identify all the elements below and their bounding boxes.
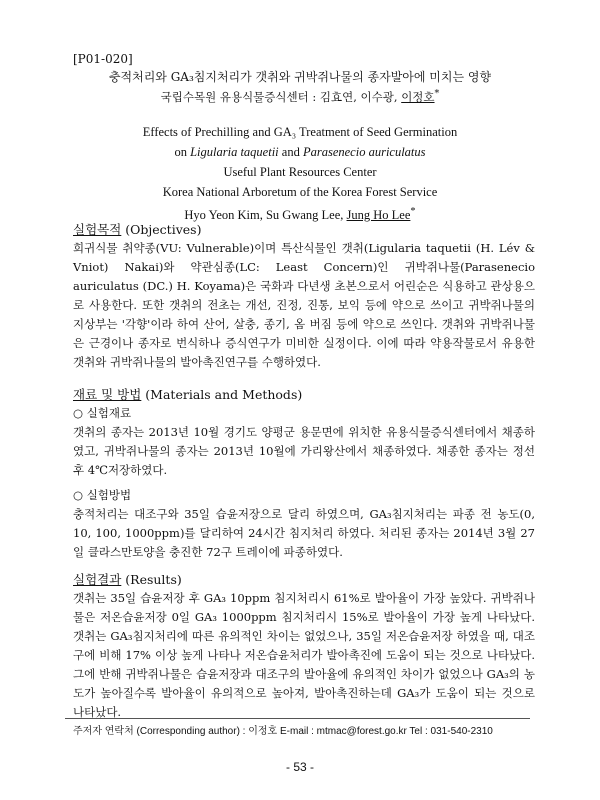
- english-authors-text: Hyo Yeon Kim, Su Gwang Lee,: [184, 208, 347, 223]
- english-institute: Korea National Arboretum of the Korea Forest Service: [162, 185, 438, 199]
- methods-procedure-text: 충적처리는 대조구와 35일 습윤저장으로 달리 하였으며, GA₃침지처리는 파종 전 농도(0, 10, 100, 1000ppm)를 달리하여 24시간 침지처리 하였다. 처리된 종자는 2014년 3월 27일 클라스만토양을 충진한 72구 트레이에 파종하였다.: [73, 507, 535, 559]
- english-corresponding-star: *: [410, 206, 416, 217]
- objectives-text: 희귀식물 취약종(VU: Vulnerable)이며 특산식물인 갯취(Ligularia taquetii (H. Lév & Vniot) Nakai)와 약관심종(LC: Least Concern)인 귀박쥐나물(Parasenecio auriculatus (DC.) H. Koyama)은 국화과 다년생 초본으로서 어린순은 식용하고 관상용으로 사용한다. 또한 갯취의 전초는 개선, 진정, 진통, 보익 등에 약으로 쓰이고 귀박쥐나물의 지상부는 '각향'이라 하여 산어, 살충, 종기, 옴 버짐 등에 약으로 쓰인다. 갯취와 귀박쥐나물은 근경이나 종자로 번식하나 증식연구가 미비한 실정이다. 이에 따라 약용작물로서 유용한 갯취와 귀박쥐나물의 발아촉진연구를 수행하였다.: [73, 241, 535, 369]
- korean-affiliation: [60, 88, 540, 105]
- methods-procedure-section: [73, 486, 535, 562]
- english-title-on: on: [174, 145, 191, 159]
- objectives-heading-ko: 실험목적: [73, 222, 122, 237]
- objectives-heading: [73, 220, 535, 239]
- page-number: - 53 -: [285, 760, 314, 774]
- methods-heading-ko: 재료 및 방법: [73, 387, 142, 402]
- results-text: 갯취는 35일 습윤저장 후 GA₃ 10ppm 침지처리시 61%로 발아율이 가장 높았다. 귀박쥐나물은 저온습윤저장 0일 GA₃ 1000ppm 침지처리시 15%로 발아율이 가장 높게 나타났다. 갯취는 GA₃침지처리에 따른 유의적인 차이는 없었으나, 35일 저온습윤저장 하였을 때, 대조구에 비해 17% 이상 높게 나타나 저온습윤처리가 발아촉진에 도움이 되는 것으로 나타났다. 그에 반해 귀박쥐나물은 습윤저장과 대조구의 발아율에 유의적인 차이가 없었으나 GA₃의 농도가 높아질수록 발아율이 유의적으로 높아져, 발아촉진하는데 GA₃가 도움이 되는 것으로 나타났다.: [73, 591, 535, 719]
- objectives-heading-en: (Objectives): [121, 222, 202, 237]
- english-corresponding-author: Jung Ho Lee: [346, 208, 411, 223]
- korean-affiliation-text: 국립수목원 유용식물증식센터 : 김효연, 이수광,: [160, 89, 402, 104]
- results-heading-ko: 실험결과: [73, 572, 122, 587]
- species-name-1: Ligularia taquetii: [190, 145, 279, 159]
- english-title-line-2: [50, 142, 550, 162]
- korean-title: 충적처리와 GA₃침지처리가 갯취와 귀박쥐나물의 종자발아에 미치는 영향: [108, 70, 492, 84]
- methods-sub-procedure: ○ 실험방법: [73, 488, 132, 502]
- methods-sub-materials: ○ 실험재료: [73, 406, 132, 420]
- corresponding-author-footer: 주저자 연락처 (Corresponding author) : 이정호 E-mail : mtmac@forest.go.kr Tel : 031-540-2310: [73, 726, 493, 737]
- objectives-section: [73, 220, 535, 372]
- abstract-code: [P01-020]: [73, 52, 133, 66]
- english-header: [50, 122, 550, 225]
- english-title-and: and: [278, 145, 303, 159]
- methods-section: [73, 385, 535, 480]
- footer-divider: [65, 718, 530, 719]
- methods-materials-text: 갯취의 종자는 2013년 10월 경기도 양평군 용문면에 위치한 유용식물증식센터에서 채종하였고, 귀박쥐나물의 종자는 2013년 10월에 가리왕산에서 채종하였다. 채종한 종자는 정선 후 4℃저장하였다.: [73, 425, 535, 477]
- english-title-line-1: Effects of Prechilling and GA₃ Treatment of Seed Germination: [142, 125, 458, 139]
- results-section: [73, 570, 535, 722]
- korean-corresponding-author: 이정호: [401, 89, 435, 104]
- methods-heading-en: (Materials and Methods): [141, 387, 303, 402]
- results-heading-en: (Results): [121, 572, 182, 587]
- methods-heading: [73, 385, 535, 404]
- results-heading: [73, 570, 535, 589]
- species-name-2: Parasenecio auriculatus: [302, 145, 426, 159]
- english-center: Useful Plant Resources Center: [223, 165, 377, 179]
- corresponding-star: *: [434, 88, 440, 99]
